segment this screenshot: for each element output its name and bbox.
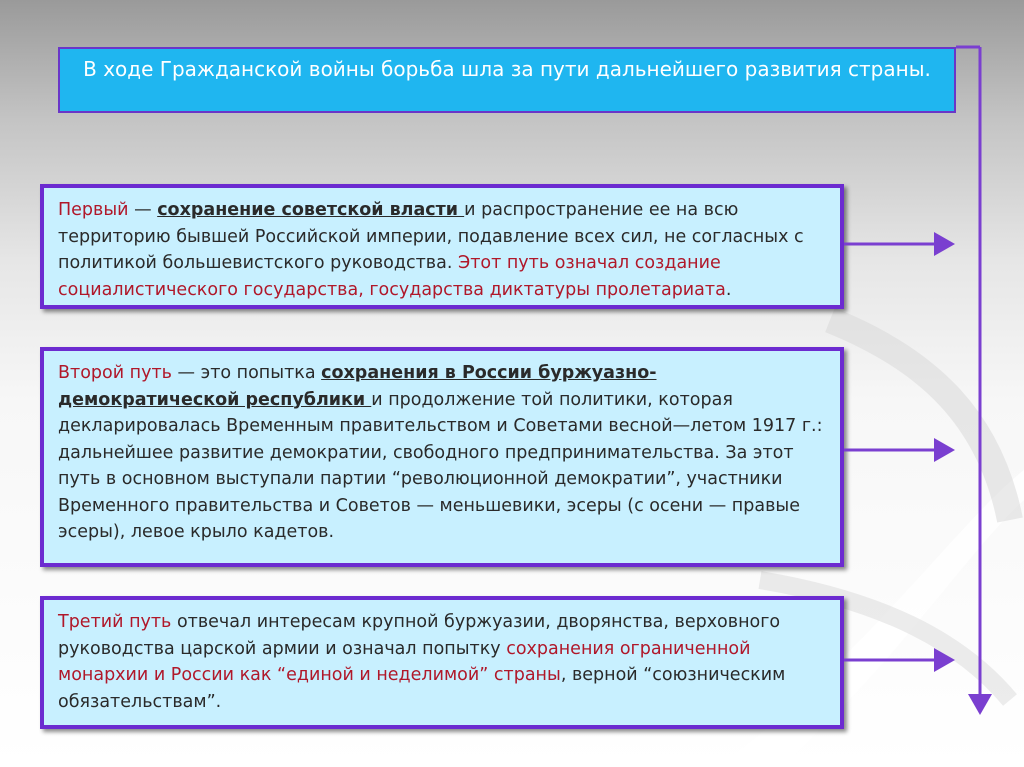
card-dash: — это попытка <box>171 363 322 383</box>
card-lead: Второй путь <box>58 363 172 383</box>
card-lead: Третий путь <box>58 612 172 632</box>
slide-title: В ходе Гражданской войны борьба шла за пути дальнейшего развития страны. <box>58 47 956 113</box>
card-highlight: сохранения ограниченной монархии и России как “единой и неделимой” страны <box>58 638 751 685</box>
card-tail: , верной “союзническим обязательствам”. <box>58 665 786 712</box>
card-lead: Первый <box>58 200 129 220</box>
card-text: и продолжение той политики, которая декларировалась Временным правительством и Советами весной—летом 1917 г.: дальнейшее развитие демократии, свободного предпринимательства. За этот путь в основном выступали партии “революционной демократии”, участники Временного правительства и Советов — меньшевики, эсеры (с осени — правые эсеры), левое крыло кадетов. <box>58 389 823 542</box>
card-dash: — <box>128 200 158 220</box>
card-text: отвечал интересам крупной буржуазии, дворянства, верховного руководства царской армии и означал попытку <box>58 612 781 659</box>
card-tail: . <box>725 279 732 300</box>
card-text: и распространение ее на всю территорию бывшей Российской империи, подавление всех сил, не согласных с политикой большевистского руководства. <box>58 200 804 273</box>
path-card-first <box>40 184 844 309</box>
path-card-second <box>40 347 844 567</box>
card-key-phrase: сохранения в России буржуазно-демократической республики <box>58 363 657 410</box>
card-highlight: Этот путь означал создание социалистического государства, государства диктатуры пролетариата <box>58 253 726 300</box>
path-card-third <box>40 596 844 729</box>
card-key-phrase: сохранение советской власти <box>157 200 465 220</box>
